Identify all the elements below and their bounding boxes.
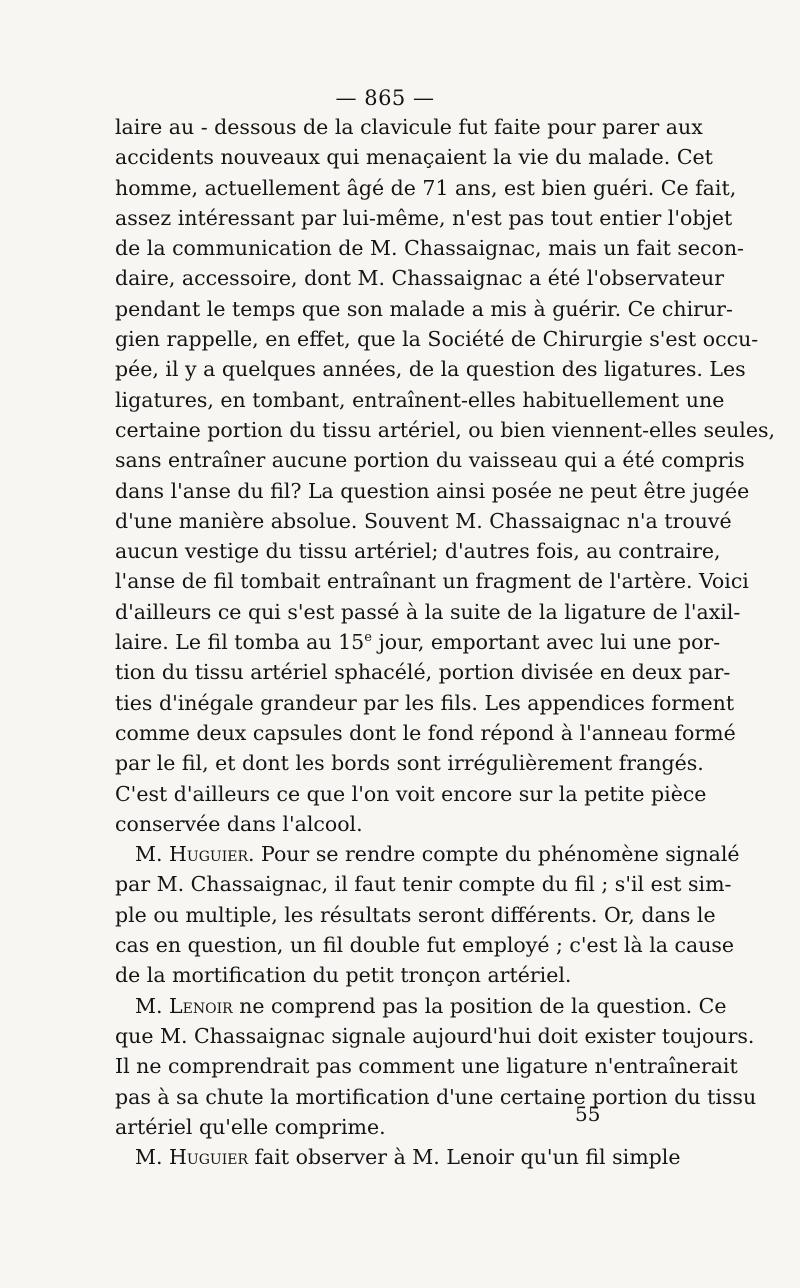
- signature-mark: 55: [575, 1102, 601, 1126]
- text-line: homme, actuellement âgé de 71 ans, est bien guéri. Ce fait,: [115, 175, 737, 200]
- text-line: daire, accessoire, dont M. Chassaignac a été l'observateur: [115, 266, 725, 291]
- text-line: par le fil, et dont les bords sont irrégulièrement frangés.: [115, 751, 704, 776]
- text-line: pée, il y a quelques années, de la question des ligatures. Les: [115, 357, 746, 382]
- text-fragment: fait observer à M. Lenoir qu'un fil simple: [247, 1145, 681, 1170]
- text-line: pendant le temps que son malade a mis à guérir. Ce chirur-: [115, 296, 733, 321]
- text-fragment: . Pour se rendre compte du phénomène signalé: [247, 842, 740, 867]
- speaker-name: Lenoir: [169, 993, 233, 1018]
- superscript: e: [364, 630, 372, 646]
- text-line: tion du tissu artériel sphacélé, portion divisée en deux par-: [115, 660, 731, 685]
- text-line: laire au - dessous de la clavicule fut faite pour parer aux: [115, 115, 703, 139]
- text-line: C'est d'ailleurs ce que l'on voit encore sur la petite pièce: [115, 781, 707, 806]
- text-line: par M. Chassaignac, il faut tenir compte du fil ; s'il est sim-: [115, 872, 732, 897]
- text-line: ligatures, en tombant, entraînent-elles habituellement une: [115, 387, 725, 412]
- text-fragment: jour, emportant avec lui une por-: [371, 630, 721, 655]
- text-line: gien rappelle, en effet, que la Société de Chirurgie s'est occu-: [115, 327, 759, 352]
- paragraph-start: [115, 839, 740, 869]
- text-fragment: laire. Le fil tomba au 15: [115, 630, 365, 655]
- text-line: de la mortification du petit tronçon artériel.: [115, 963, 572, 988]
- text-line: d'ailleurs ce qui s'est passé à la suite de la ligature de l'axil-: [115, 599, 741, 624]
- text-line: comme deux capsules dont le fond répond à l'anneau formé: [115, 720, 736, 745]
- speaker-name: Huguier: [169, 1145, 248, 1170]
- text-line: sans entraîner aucune portion du vaisseau qui a été compris: [115, 448, 745, 473]
- text-fragment: M.: [135, 993, 170, 1018]
- text-line: ties d'inégale grandeur par les fils. Les appendices forment: [115, 690, 735, 715]
- text-line: de la communication de M. Chassaignac, mais un fait secon-: [115, 236, 744, 261]
- text-line: pas à sa chute la mortification d'une certaine portion du tissu: [115, 1084, 757, 1109]
- text-fragment: M.: [135, 1145, 170, 1170]
- text-line: d'une manière absolue. Souvent M. Chassaignac n'a trouvé: [115, 508, 732, 533]
- text-line: artériel qu'elle comprime.: [115, 1114, 386, 1139]
- page-number: — 865 —: [335, 86, 435, 110]
- paragraph-start: [115, 1142, 681, 1172]
- body-text: [115, 112, 776, 1172]
- text-line: assez intéressant par lui-même, n'est pas tout entier l'objet: [115, 205, 733, 230]
- text-line: l'anse de fil tombait entraînant un fragment de l'artère. Voici: [115, 569, 749, 594]
- text-line: conservée dans l'alcool.: [115, 811, 363, 836]
- text-line: dans l'anse du fil? La question ainsi posée ne peut être jugée: [115, 478, 750, 503]
- text-line: cas en question, un fil double fut employé ; c'est là la cause: [115, 933, 735, 958]
- text-line: certaine portion du tissu artériel, ou bien viennent-elles seules,: [115, 417, 776, 442]
- text-line: aucun vestige du tissu artériel; d'autres fois, au contraire,: [115, 539, 721, 564]
- text-line: accidents nouveaux qui menaçaient la vie du malade. Cet: [115, 145, 713, 170]
- text-fragment: ne comprend pas la position de la question. Ce: [232, 993, 727, 1018]
- text-line: [115, 627, 721, 657]
- text-line: que M. Chassaignac signale aujourd'hui doit exister toujours.: [115, 1023, 755, 1048]
- text-line: ple ou multiple, les résultats seront différents. Or, dans le: [115, 902, 716, 927]
- text-line: Il ne comprendrait pas comment une ligature n'entraînerait: [115, 1054, 738, 1079]
- paragraph-start: [115, 991, 727, 1021]
- speaker-name: Huguier: [169, 842, 248, 867]
- text-fragment: M.: [135, 842, 170, 867]
